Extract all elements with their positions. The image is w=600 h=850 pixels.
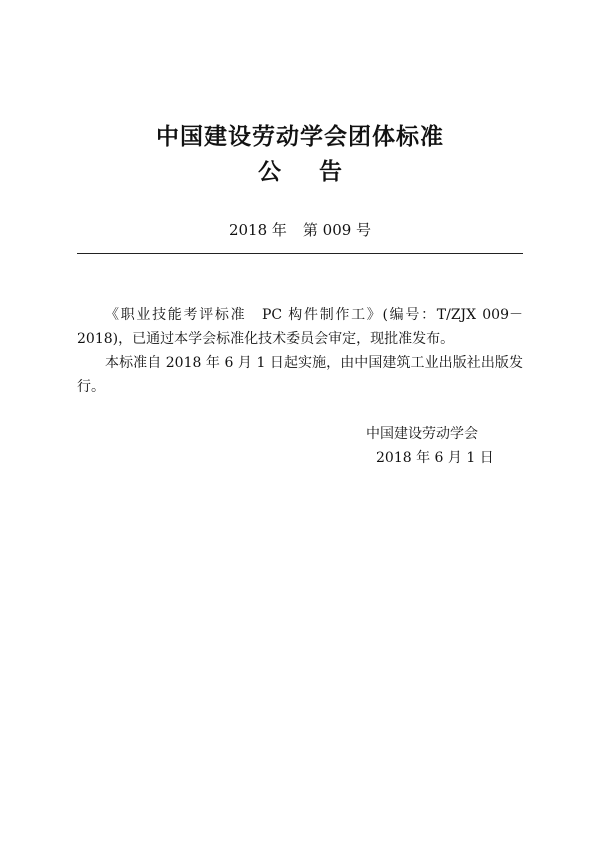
announcement-body — [77, 303, 523, 399]
announcement-title-right: 告 — [319, 159, 342, 185]
body-paragraph-implementation: 本标准自 2018 年 6 月 1 日起实施，由中国建筑工业出版社出版发行。 — [77, 355, 523, 395]
issuer-name: 中国建设劳动学会 — [366, 426, 478, 442]
header-divider — [77, 253, 523, 254]
issue-year: 2018 年 — [228, 221, 287, 239]
organization-title: 中国建设劳动学会团体标准 — [156, 124, 444, 150]
issue-number: 第 009 号 — [302, 221, 372, 239]
issue-line — [0, 219, 600, 240]
announcement-title-left: 公 — [258, 159, 281, 185]
announcement-title — [0, 153, 600, 186]
body-paragraph-approval: 《职业技能考评标准 PC 构件制作工》(编号：T/ZJX 009－2018)，已通过本学会标准化技术委员会审定，现批准发布。 — [77, 307, 523, 347]
signature-block — [366, 422, 494, 470]
issue-date: 2018 年 6 月 1 日 — [376, 450, 494, 466]
